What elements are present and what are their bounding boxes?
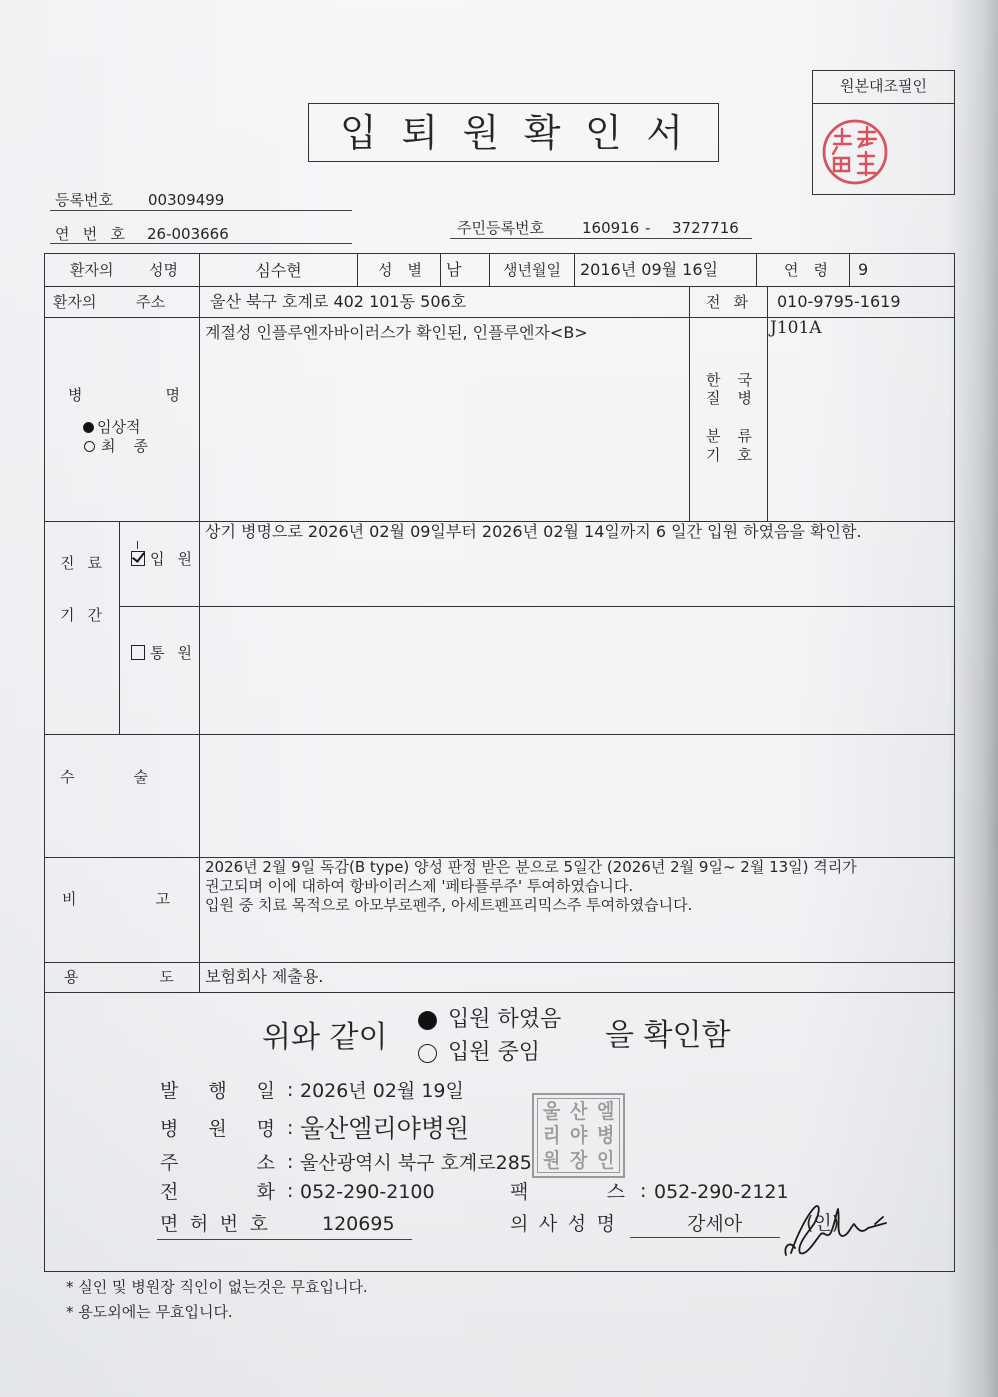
purpose-label: 용 도 [64,968,174,986]
currently-admitted-radio-label: 입원 중임 [448,1040,541,1065]
patient-name-label: 환자의 성명 [70,261,178,279]
remarks-cell [200,858,955,963]
remarks-line: 2026년 2월 9일 독감(B type) 양성 판정 받은 분으로 5일간 (2026년 2월 9일~ 2월 13일) 격리가 [205,858,857,876]
license-number-label: 면 허 번 호 [160,1213,268,1235]
kcd-code: J101A [770,318,822,338]
serial-number-label: 연 번 호 [55,225,125,243]
phone-cell [768,287,955,318]
diagnosis-label-cell [44,318,200,522]
resident-id-separator: - [645,219,651,237]
inpatient-cell [200,522,955,607]
treatment-period-label-line: 기 간 [60,606,102,624]
patient-name-label-cell [44,253,200,287]
age-value: 9 [858,260,869,279]
original-verification-seal [817,114,893,190]
hospital-fax-colon: : [640,1180,647,1202]
surgery-label-cell [44,735,200,858]
hospital-seal-lettering: 울 산 엘 리 야 병 원 장 인 [537,1098,620,1173]
confirmation-section [44,993,955,1272]
remarks-label-cell [44,858,200,963]
surgery-cell [200,735,955,858]
confirmation-suffix: 을 확인함 [605,1018,731,1053]
registration-number-value: 00309499 [148,191,225,209]
hospital-address-colon: : [287,1151,294,1173]
sex-cell [441,253,490,287]
diagnosis-label: 병 명 [68,386,180,404]
hospital-name-label: 병 원 명 [160,1118,275,1140]
serial-number-field [50,224,352,244]
issue-date-colon: : [287,1079,294,1101]
remarks-line: 입원 중 치료 목적으로 아모부로펜주, 아세트펜프리믹스주 투여하였습니다. [205,896,693,914]
validity-note: * 실인 및 병원장 직인이 없는것은 무효입니다. [66,1278,368,1296]
phone-label-cell [690,287,768,318]
clinical-radio [83,422,94,433]
issue-date-value: 2026년 02월 19일 [300,1080,464,1102]
doctor-name-label: 의 사 성 명 [510,1213,615,1235]
remarks-label: 비 고 [62,890,170,908]
final-radio-label: 최 종 [101,437,148,455]
birth-label: 생년월일 [503,261,561,279]
purpose-note: * 용도외에는 무효입니다. [66,1303,233,1321]
inpatient-checkbox [131,551,145,566]
birth-label-cell [490,253,575,287]
document-title: 입 퇴 원 확 인 서 [340,111,683,155]
purpose-label-cell [44,963,200,993]
admitted-radio-label: 입원 하였음 [448,1007,562,1032]
admitted-radio [418,1011,437,1030]
hospital-phone-value: 052-290-2100 [300,1181,435,1203]
kcd-code-cell [768,318,955,522]
resident-id-label: 주민등록번호 [457,219,544,237]
kcd-label-line: 분 류 [706,427,752,445]
diagnosis-cell [200,318,690,522]
age-label-cell [757,253,850,287]
hospital-seal [532,1093,625,1178]
patient-name: 심수현 [255,261,302,280]
address-value: 울산 북구 호계로 402 101동 506호 [210,292,467,311]
surgery-label: 수 술 [60,768,148,786]
address-label-cell [44,287,200,318]
treatment-period-label-cell [44,522,120,735]
registration-number-field [50,190,352,211]
birth-cell [575,253,757,287]
sex-label: 성 별 [378,261,422,279]
hospital-phone-colon: : [287,1180,294,1202]
outpatient-cell [200,607,955,735]
license-underline [157,1239,412,1240]
serial-number-value: 26-003666 [147,225,229,243]
clinical-radio-label: 임상적 [97,418,141,436]
hospital-name-colon: : [287,1117,294,1139]
resident-id-front: 160916 [582,219,640,237]
outpatient-checkbox [131,645,145,660]
final-radio [84,441,95,452]
seal-mark: (인) [806,1212,840,1234]
treatment-period-label-line: 진 료 [60,554,102,572]
license-number-value: 120695 [322,1213,395,1235]
phone-label: 전 화 [706,293,748,311]
doctor-name-value: 강세아 [687,1213,743,1235]
hospital-name-value: 울산엘리야병원 [300,1114,470,1143]
address-label: 환자의 주소 [53,293,165,311]
currently-admitted-radio [418,1044,437,1063]
kcd-label-cell [690,318,768,522]
remarks-line: 권고되며 이에 대하여 항바이러스제 '페타플루주' 투여하였습니다. [205,877,634,895]
purpose-cell [200,963,955,993]
hospital-fax-value: 052-290-2121 [654,1181,789,1203]
hospital-phone-label: 전 화 [160,1181,275,1203]
document-title-box [308,103,719,162]
phone-value: 010-9795-1619 [777,292,901,311]
inpatient-text: 상기 병명으로 2026년 02월 09일부터 2026년 02월 14일까지 6 일간 입원 하였음을 확인함. [205,522,862,541]
age-cell [850,253,955,287]
address-cell [200,287,690,318]
kcd-label-line: 질 병 [706,389,752,407]
purpose-text: 보험회사 제출용. [205,967,324,986]
registration-number-label: 등록번호 [55,191,113,209]
doctor-underline [630,1237,780,1238]
outpatient-label: 통 원 [150,644,192,662]
diagnosis-text: 계절성 인플루엔자바이러스가 확인된, 인플루엔자<B> [205,323,588,342]
kcd-label-line: 한 국 [706,371,752,389]
resident-id-back: 3727716 [672,219,739,237]
resident-id-field [450,218,752,239]
hospital-fax-label: 팩 스 [510,1181,625,1203]
original-verification-label: 원본대조필인 [813,71,954,104]
patient-name-cell [200,253,358,287]
kcd-label-line: 기 호 [706,446,752,464]
issue-date-label: 발 행 일 [160,1080,275,1102]
hospital-address-label: 주 소 [160,1152,275,1174]
age-label: 연 령 [784,261,828,279]
confirmation-prefix: 위와 같이 [262,1020,388,1055]
sex-value: 남 [446,260,462,279]
hospital-address-value: 울산광역시 북구 호계로285 [300,1152,532,1174]
sex-label-cell [358,253,441,287]
outpatient-label-cell [120,607,200,735]
inpatient-label-cell [120,522,200,607]
doctor-signature [783,1193,893,1263]
birth-value: 2016년 09월 16일 [580,260,718,279]
inpatient-label: 입 원 [150,550,192,568]
pen-mark [137,541,138,549]
